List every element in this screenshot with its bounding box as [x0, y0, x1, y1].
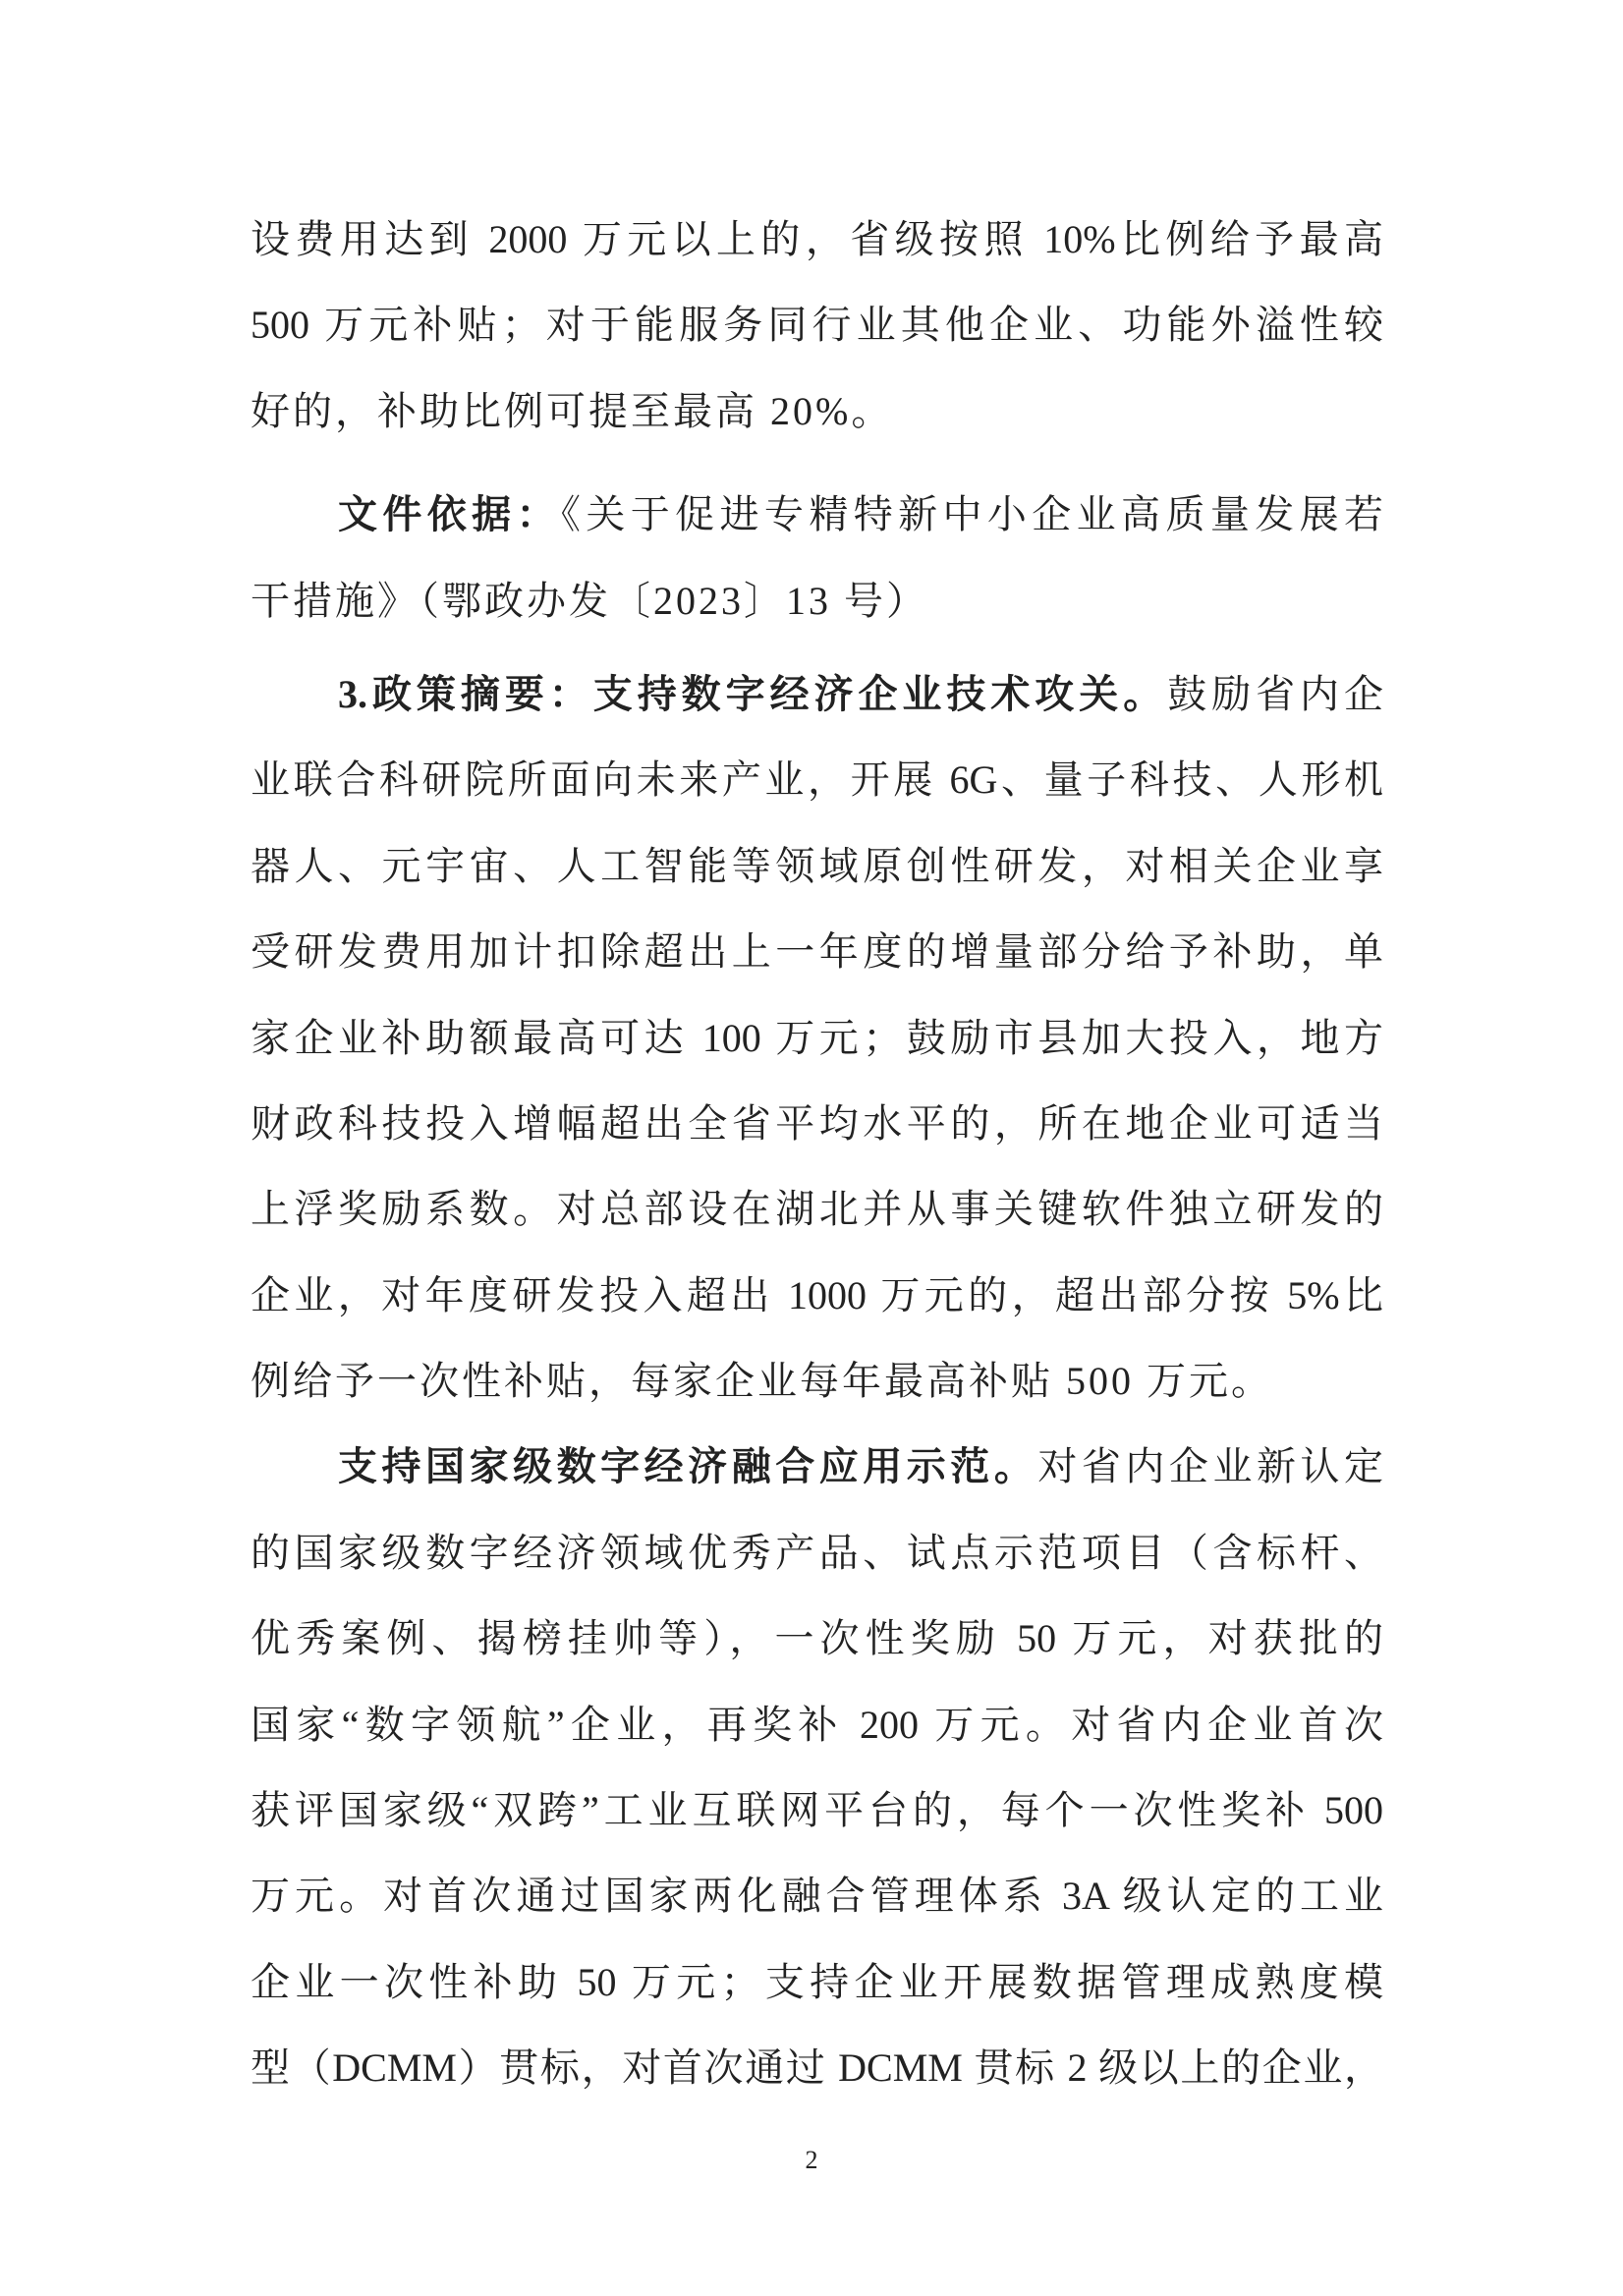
text-line: 器人、元宇宙、人工智能等领域原创性研发，对相关企业享: [251, 843, 1383, 888]
text-line: 国家“数字领航”企业，再奖补 200 万元。对省内企业首次: [251, 1702, 1383, 1747]
text-line: 500 万元补贴；对于能服务同行业其他企业、功能外溢性较: [251, 303, 1383, 348]
text-segment: 《关于促进专精特新中小企业高质量发展若: [560, 492, 1384, 537]
text-line: 家企业补助额最高可达 100 万元；鼓励市县加大投入，地方: [251, 1015, 1383, 1060]
paragraph-document-basis: [251, 472, 1383, 644]
text-line: 干措施》（鄂政办发〔2023〕13 号）: [251, 578, 928, 623]
text-line: 企业，对年度研发投入超出 1000 万元的，超出部分按 5%比: [251, 1272, 1383, 1317]
paragraph-demonstration-support: [251, 1424, 1383, 2110]
text-line: 万元。对首次通过国家两化融合管理体系 3A 级认定的工业: [251, 1874, 1383, 1919]
text-line: [251, 651, 1383, 737]
page-body: [251, 196, 1383, 2111]
policy-summary-heading: 3.政策摘要：支持数字经济企业技术攻关。: [338, 671, 1168, 716]
paragraph-policy-summary: [251, 651, 1383, 1425]
text-line: 企业一次性补助 50 万元；支持企业开展数据管理成熟度模: [251, 1959, 1383, 2004]
text-line: 财政科技投入增幅超出全省平均水平的，所在地企业可适当: [251, 1100, 1383, 1146]
page-number: 2: [805, 2146, 818, 2174]
text-line: 例给予一次性补贴，每家企业每年最高补贴 500 万元。: [251, 1359, 1273, 1404]
text-line: [251, 472, 1383, 557]
text-line: 上浮奖励系数。对总部设在湖北并从事关键软件独立研发的: [251, 1187, 1383, 1232]
text-line: 优秀案例、揭榜挂帅等），一次性奖励 50 万元，对获批的: [251, 1616, 1383, 1661]
text-line: 型（DCMM）贯标，对首次通过 DCMM 贯标 2 级以上的企业，: [251, 2045, 1383, 2091]
text-line: 业联合科研院所面向未来产业，开展 6G、量子科技、人形机: [251, 757, 1383, 803]
paragraph-subsidy-continuation: [251, 196, 1383, 454]
text-line: 的国家级数字经济领域优秀产品、试点示范项目（含标杆、: [251, 1530, 1383, 1575]
text-line: 受研发费用加计扣除超出上一年度的增量部分给予补助，单: [251, 929, 1383, 975]
text-segment: 对省内企业新认定: [1037, 1444, 1384, 1489]
text-line: 获评国家级“双跨”工业互联网平台的，每个一次性奖补 500: [251, 1788, 1383, 1833]
demonstration-heading: 支持国家级数字经济融合应用示范。: [338, 1444, 1038, 1489]
document-basis-label: 文件依据：: [338, 492, 561, 537]
text-line: 设费用达到 2000 万元以上的，省级按照 10%比例给予最高: [251, 217, 1383, 261]
text-segment: 鼓励省内企: [1167, 671, 1384, 716]
text-line: [251, 1424, 1383, 1509]
text-line: 好的，补助比例可提至最高 20%。: [251, 388, 894, 433]
